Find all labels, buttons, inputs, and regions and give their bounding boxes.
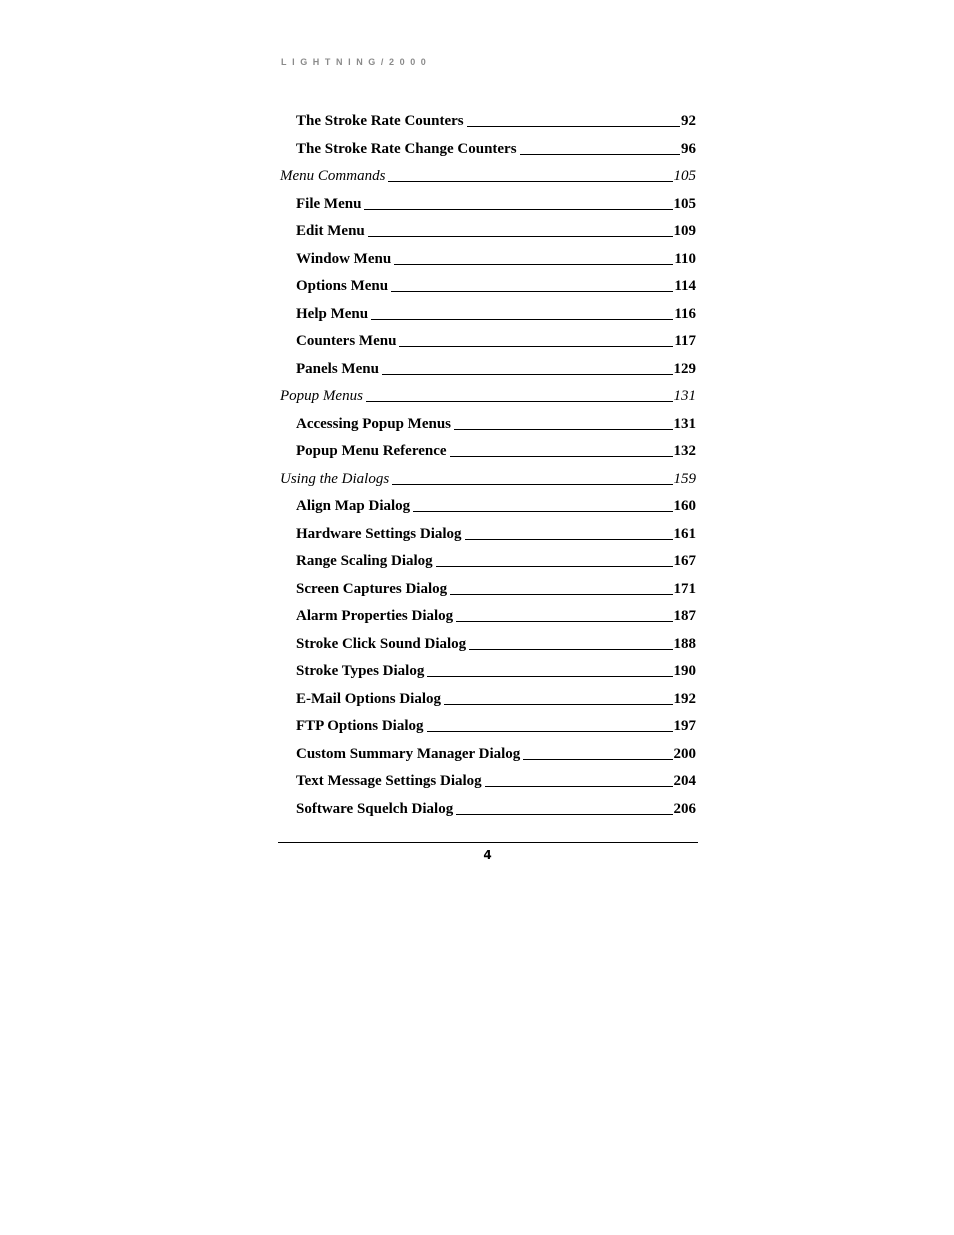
toc-entry-title: Custom Summary Manager Dialog	[296, 745, 521, 762]
toc-section-entry	[280, 166, 696, 194]
toc-entry-title: E-Mail Options Dialog	[296, 690, 442, 707]
toc-entry-page: 96	[681, 140, 696, 157]
toc-entry-title: File Menu	[296, 195, 362, 212]
toc-entry-page: 116	[674, 305, 696, 322]
toc-entry-title: Counters Menu	[296, 333, 397, 349]
toc-entry-page: 129	[673, 360, 696, 377]
toc-entry-page: 200	[673, 745, 696, 762]
toc-entry-page: 167	[673, 553, 696, 569]
toc-entry-page: 197	[673, 718, 696, 734]
toc-entry-title: Edit Menu	[296, 223, 365, 239]
toc-entry-title: Window Menu	[296, 250, 392, 267]
toc-entry-page: 159	[673, 470, 696, 487]
toc-entry-page: 114	[674, 278, 696, 294]
toc-entry	[280, 359, 696, 387]
toc-entry	[280, 551, 696, 579]
dot-leader	[520, 154, 680, 155]
dot-leader	[436, 566, 673, 567]
dot-leader	[391, 291, 673, 292]
toc-entry-page: 171	[673, 580, 696, 597]
toc-entry	[280, 139, 696, 167]
toc-entry	[280, 304, 696, 332]
dot-leader	[394, 264, 673, 265]
dot-leader	[368, 236, 673, 237]
toc-section-entry	[280, 469, 696, 497]
toc-entry	[280, 414, 696, 442]
toc-entry	[280, 634, 696, 662]
toc-entry-page: 110	[674, 250, 696, 267]
dot-leader	[450, 456, 673, 457]
toc-entry-page: 188	[673, 635, 696, 652]
dot-leader	[427, 731, 673, 732]
toc-entry-title: The Stroke Rate Change Counters	[296, 140, 517, 157]
toc-entry	[280, 441, 696, 469]
footer-rule	[278, 842, 698, 843]
toc-entry-page: 192	[673, 690, 696, 707]
toc-entry	[280, 276, 696, 304]
toc-entry-title: Stroke Types Dialog	[296, 663, 425, 679]
dot-leader	[485, 786, 673, 787]
toc-entry	[280, 111, 696, 139]
toc-entry-page: 92	[681, 113, 696, 129]
toc-entry-title: Text Message Settings Dialog	[296, 773, 482, 789]
dot-leader	[427, 676, 672, 677]
dot-leader	[456, 621, 672, 622]
toc-entry-page: 117	[674, 333, 696, 349]
toc-entry-title: Options Menu	[296, 278, 389, 294]
toc-entry-title: Stroke Click Sound Dialog	[296, 635, 467, 652]
dot-leader	[450, 594, 672, 595]
toc-entry-title: Align Map Dialog	[296, 498, 411, 514]
dot-leader	[392, 484, 672, 485]
toc-entry-title: Panels Menu	[296, 360, 379, 377]
page-number: 4	[483, 848, 492, 862]
toc-entry	[280, 331, 696, 359]
dot-leader	[366, 401, 673, 402]
toc-entry-title: Menu Commands	[280, 168, 386, 184]
dot-leader	[523, 759, 672, 760]
toc-entry	[280, 744, 696, 772]
toc-entry-page: 131	[673, 388, 696, 404]
toc-entry	[280, 606, 696, 634]
table-of-contents	[280, 111, 696, 826]
running-head: LIGHTNING/2000	[281, 57, 432, 67]
dot-leader	[382, 374, 673, 375]
toc-entry	[280, 496, 696, 524]
toc-entry-title: Popup Menu Reference	[296, 443, 447, 459]
dot-leader	[467, 126, 680, 127]
dot-leader	[444, 704, 672, 705]
toc-entry-title: FTP Options Dialog	[296, 718, 424, 734]
dot-leader	[469, 649, 672, 650]
toc-entry-page: 206	[673, 800, 696, 817]
toc-entry	[280, 716, 696, 744]
toc-entry-page: 109	[673, 223, 696, 239]
toc-entry	[280, 249, 696, 277]
toc-entry-page: 161	[673, 525, 696, 542]
dot-leader	[371, 319, 673, 320]
toc-entry-page: 131	[673, 415, 696, 432]
toc-entry	[280, 799, 696, 827]
toc-entry-page: 105	[673, 168, 696, 184]
toc-entry-title: Using the Dialogs	[280, 470, 390, 487]
toc-entry-page: 187	[673, 608, 696, 624]
dot-leader	[388, 181, 672, 182]
toc-entry-title: Screen Captures Dialog	[296, 580, 448, 597]
dot-leader	[456, 814, 672, 815]
toc-entry-title: Accessing Popup Menus	[296, 415, 452, 432]
toc-entry	[280, 194, 696, 222]
toc-entry-title: Hardware Settings Dialog	[296, 525, 462, 542]
toc-entry-page: 190	[673, 663, 696, 679]
toc-entry-page: 132	[673, 443, 696, 459]
toc-entry-page: 160	[673, 498, 696, 514]
toc-entry	[280, 689, 696, 717]
toc-entry-page: 204	[673, 773, 696, 789]
toc-entry-title: Software Squelch Dialog	[296, 800, 454, 817]
toc-entry	[280, 661, 696, 689]
toc-entry-title: Help Menu	[296, 305, 369, 322]
dot-leader	[413, 511, 672, 512]
toc-entry-title: Range Scaling Dialog	[296, 553, 433, 569]
toc-entry-title: The Stroke Rate Counters	[296, 113, 464, 129]
toc-entry	[280, 771, 696, 799]
toc-entry	[280, 579, 696, 607]
dot-leader	[364, 209, 672, 210]
toc-entry	[280, 221, 696, 249]
toc-entry-title: Popup Menus	[280, 388, 363, 404]
dot-leader	[399, 346, 673, 347]
dot-leader	[454, 429, 672, 430]
toc-entry	[280, 524, 696, 552]
toc-entry-page: 105	[673, 195, 696, 212]
dot-leader	[465, 539, 673, 540]
toc-entry-title: Alarm Properties Dialog	[296, 608, 454, 624]
toc-section-entry	[280, 386, 696, 414]
